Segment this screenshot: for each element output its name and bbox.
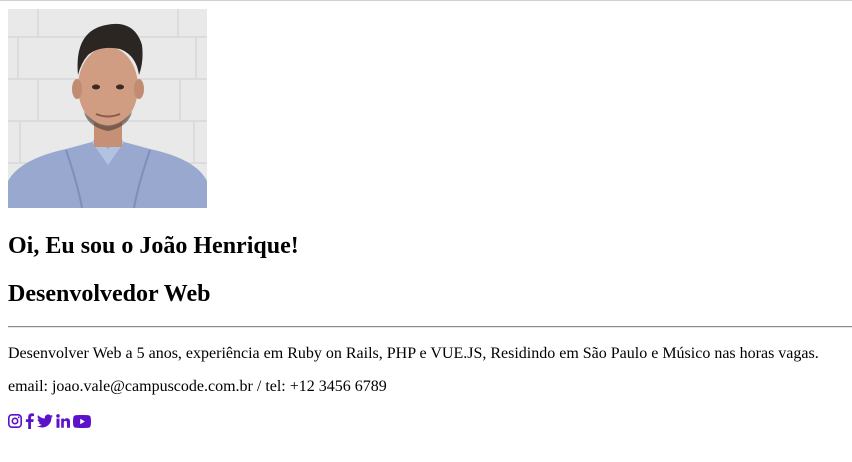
contact-text: email: joao.vale@campuscode.com.br / tel: +12 3456 6789 <box>8 378 387 395</box>
instagram-link[interactable] <box>8 414 22 428</box>
social-links <box>8 412 91 430</box>
divider <box>8 326 852 328</box>
linkedin-icon <box>56 414 70 428</box>
bio-text: Desenvolver Web a 5 anos, experiência em Ruby on Rails, PHP e VUE.JS, Residindo em São Paulo e Músico nas horas vagas. <box>8 345 819 362</box>
twitter-icon <box>37 414 53 428</box>
instagram-icon <box>8 414 22 428</box>
youtube-icon <box>73 415 91 428</box>
linkedin-link[interactable] <box>56 414 70 428</box>
role-heading: Desenvolvedor Web <box>8 281 211 307</box>
facebook-icon <box>25 413 34 429</box>
greeting-heading: Oi, Eu sou o João Henrique! <box>8 233 299 259</box>
youtube-link[interactable] <box>73 415 91 428</box>
facebook-link[interactable] <box>25 413 34 429</box>
profile-photo <box>8 9 207 208</box>
twitter-link[interactable] <box>37 414 53 428</box>
top-border <box>0 0 852 1</box>
